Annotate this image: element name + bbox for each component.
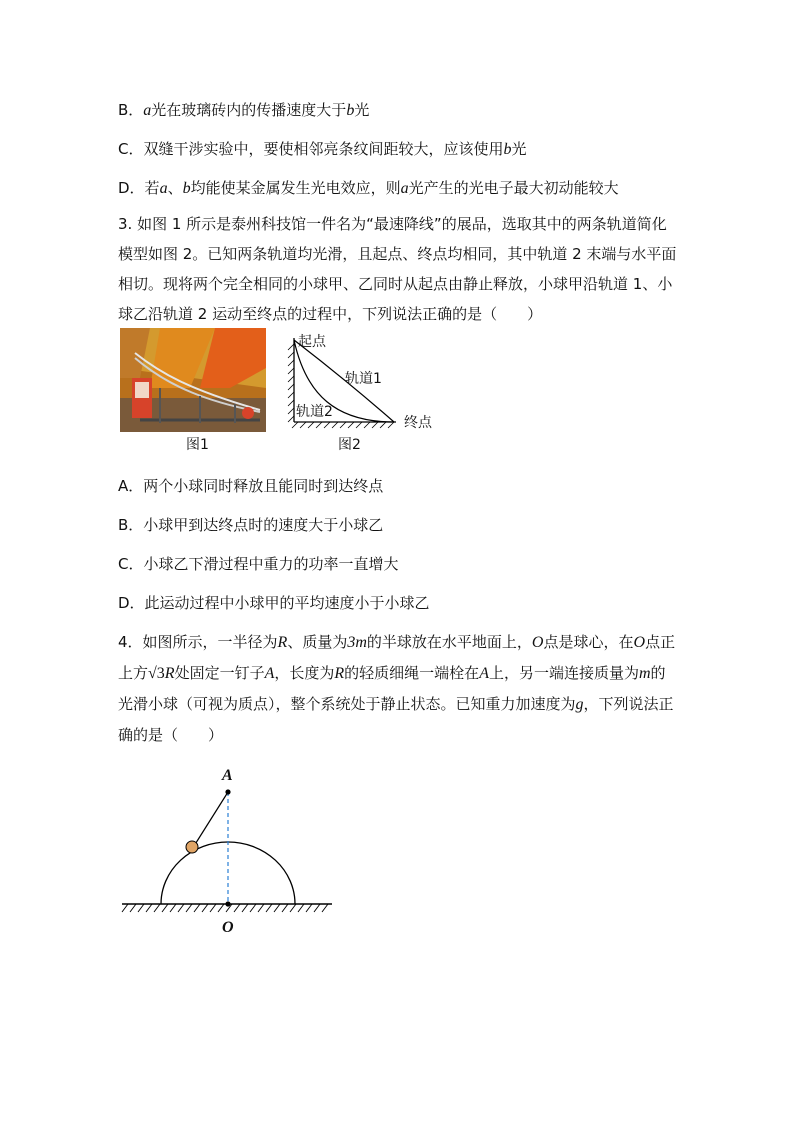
q3-option-a: A．两个小球同时释放且能同时到达终点: [118, 477, 384, 495]
fig2-label-end: 终点: [404, 415, 432, 431]
q4-stem: 4．如图所示，一半径为R、质量为3m的半球放在水平地面上，O点是球心，在O点正上方√3R处固定一钉子A，长度为R的轻质细绳一端栓在A上，另一端连接质量为m的光滑小球（可视为质点），整个系统处于静止状态。已知重力加速度为g，下列说法正确的是（ ）: [118, 633, 676, 744]
q4-figure: [118, 760, 338, 940]
string-line: [194, 792, 228, 846]
q2-option-b: B．a光在玻璃砖内的传播速度大于b光: [118, 101, 370, 119]
exhibit-photo: [120, 328, 266, 432]
q4-label-a: A: [222, 767, 233, 784]
q3-option-d: D．此运动过程中小球甲的平均速度小于小球乙: [118, 594, 430, 612]
q4-label-o: O: [222, 919, 234, 936]
point-a: [225, 789, 230, 794]
fig2-label-start: 起点: [298, 334, 326, 350]
q2-option-c: C．双缝干涉实验中，要使相邻亮条纹间距较大，应该使用b光: [118, 140, 527, 158]
fig1-caption: 图1: [186, 437, 209, 453]
q3-option-c: C．小球乙下滑过程中重力的功率一直增大: [118, 555, 399, 573]
q3-figure1-photo: [120, 328, 266, 432]
point-o: [225, 901, 230, 906]
q3-stem: 3. 如图 1 所示是泰州科技馆一件名为“最速降线”的展品，选取其中的两条轨道简化模型如图 2。已知两条轨道均光滑，且起点、终点均相同，其中轨道 2 末端与水平面相切。现将两个完全相同的小球甲、乙同时从起点由静止释放，小球甲沿轨道 1、小球乙沿轨道 2 运动至终点的过程中，下列说法正确的是（ ）: [118, 215, 677, 323]
ball: [186, 841, 198, 853]
q3-option-b: B．小球甲到达终点时的速度大于小球乙: [118, 516, 384, 534]
q2-option-d: D．若a、b均能使某金属发生光电效应，则a光产生的光电子最大初动能较大: [118, 179, 619, 197]
hemisphere-diagram: [118, 760, 338, 940]
fig2-caption: 图2: [338, 437, 361, 453]
fig2-label-track1: 轨道1: [345, 371, 382, 387]
fig2-label-track2: 轨道2: [296, 404, 333, 420]
